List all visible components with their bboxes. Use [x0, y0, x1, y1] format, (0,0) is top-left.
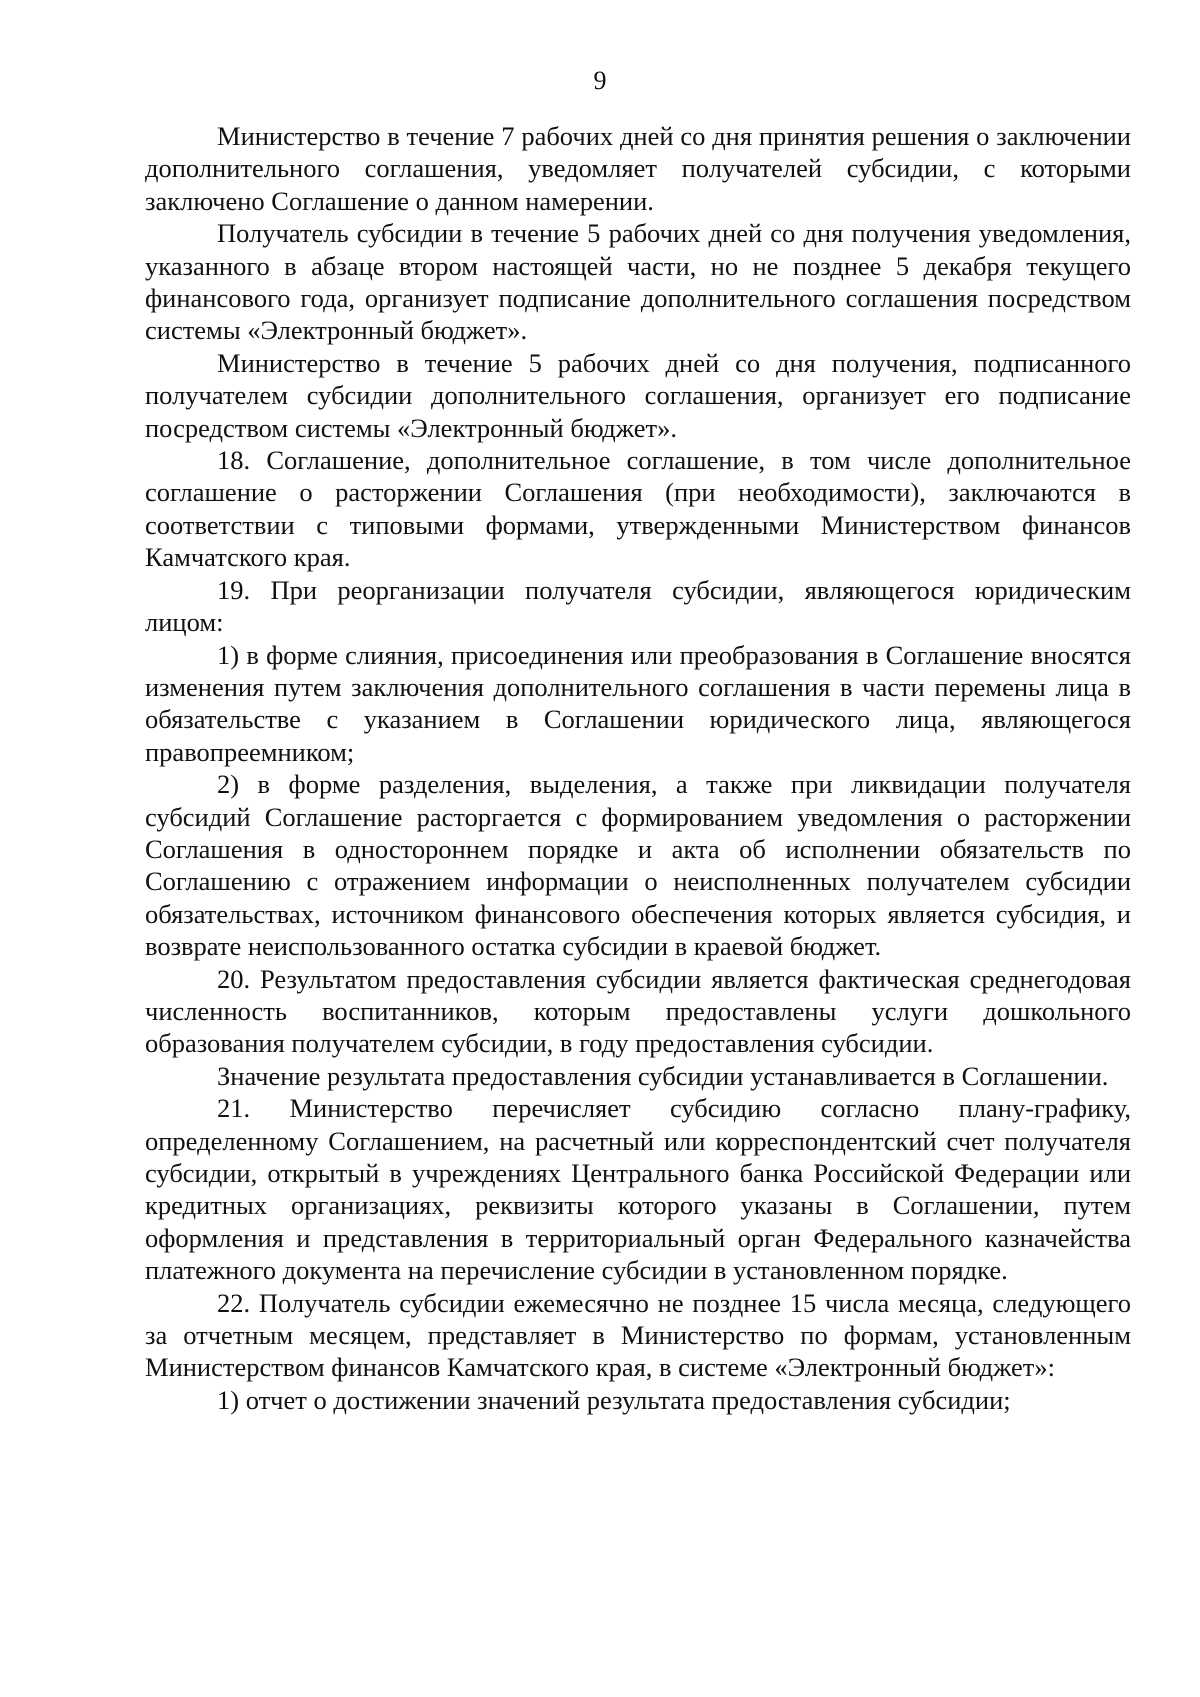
- paragraph: Значение результата предоставления субсидии устанавливается в Соглашении.: [217, 1060, 1109, 1091]
- document-body: [145, 120, 1131, 1416]
- paragraph: 21. Министерство перечисляет субсидию согласно плану-графику, определенному Соглашением, на расчетный или корреспондентский счет получателя субсидии, открытый в учреждениях Центрального банка Российской Федерации или кредитных организациях, реквизиты которого указаны в Соглашении, путем оформления и представления в территориальный орган Федерального казначейства платежного документа на перечисление субсидии в установленном порядке.: [145, 1093, 1131, 1286]
- paragraph: Министерство в течение 5 рабочих дней со дня получения, подписанного получателем субсидии дополнительного соглашения, организует его подписание посредством системы «Электронный бюджет».: [145, 347, 1131, 443]
- paragraph: Министерство в течение 7 рабочих дней со дня принятия решения о заключении дополнительного соглашения, уведомляет получателей субсидии, с которыми заключено Соглашение о данном намерении.: [145, 121, 1131, 216]
- paragraph: 22. Получатель субсидии ежемесячно не позднее 15 числа месяца, следующего за отчетным месяцем, представляет в Министерство по формам, установленным Министерством финансов Камчатского края, в системе «Электронный бюджет»:: [145, 1287, 1131, 1383]
- paragraph: 20. Результатом предоставления субсидии является фактическая среднегодовая численность воспитанников, которым предоставлены услуги дошкольного образования получателем субсидии, в году предоставления субсидии.: [145, 963, 1131, 1059]
- paragraph: 1) отчет о достижении значений результата предоставления субсидии;: [217, 1384, 1011, 1415]
- paragraph: 1) в форме слияния, присоединения или преобразования в Соглашение вносятся изменения путем заключения дополнительного соглашения в части перемены лица в обязательстве с указанием в Соглашении юридического лица, являющегося правопреемником;: [145, 639, 1131, 767]
- paragraph: 2) в форме разделения, выделения, а также при ликвидации получателя субсидий Соглашение расторгается с формированием уведомления о расторжении Соглашения в одностороннем порядке и акта об исполнении обязательств по Соглашению с отражением информации о неисполненных получателем субсидии обязательствах, источником финансового обеспечения которых является субсидия, и возврате неиспользованного остатка субсидии в краевой бюджет.: [145, 769, 1131, 962]
- paragraph: 19. При реорганизации получателя субсидии, являющегося юридическим лицом:: [145, 574, 1131, 638]
- page-number: 9: [593, 66, 607, 95]
- paragraph: 18. Соглашение, дополнительное соглашение, в том числе дополнительное соглашение о расторжении Соглашения (при необходимости), заключаются в соответствии с типовыми формами, утвержденными Министерством финансов Камчатского края.: [145, 445, 1131, 573]
- paragraph: Получатель субсидии в течение 5 рабочих дней со дня получения уведомления, указанного в абзаце втором настоящей части, но не позднее 5 декабря текущего финансового года, организует подписание дополнительного соглашения посредством системы «Электронный бюджет».: [145, 218, 1131, 346]
